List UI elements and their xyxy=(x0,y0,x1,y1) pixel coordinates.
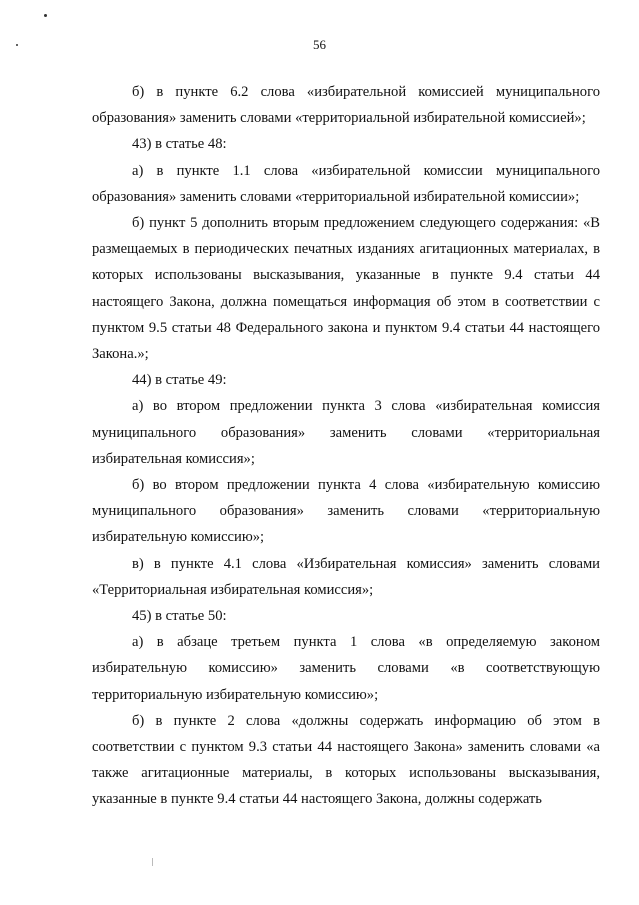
page-number: 56 xyxy=(313,37,326,52)
paragraph: б) в пункте 2 слова «должны содержать информацию об этом в соответствии с пунктом 9.3 статьи 44 настоящего Закона» заменить словами «а также агитационные материалы, в которых использованы высказывания, указанные в пункте 9.4 статьи 44 настоящего Закона, должны содержать xyxy=(92,712,600,808)
paragraph: б) в пункте 6.2 слова «избирательной комиссией муниципального образования» заменить словами «территориальной избирательной комиссией»; xyxy=(92,84,600,127)
scan-speck xyxy=(152,858,153,866)
paragraph: а) в абзаце третьем пункта 1 слова «в определяемую законом избирательную комиссию» заменить словами «в соответствующую территориальную избирательную комиссию»; xyxy=(92,634,600,703)
paragraph: б) пункт 5 дополнить вторым предложением следующего содержания: «В размещаемых в периодических печатных изданиях агитационных материалах, в которых использованы высказывания, указанные в пункте 9.4 статьи 44 настоящего Закона, должна помещаться информация об этом в соответствии с пунктом 9.5 статьи 48 Федерального закона и пунктом 9.4 статьи 44 настоящего Закона.»; xyxy=(92,215,600,363)
scan-speck xyxy=(44,14,47,17)
paragraph: а) во втором предложении пункта 3 слова «избирательная комиссия муниципального образования» заменить словами «территориальная избирательная комиссия»; xyxy=(92,398,600,467)
paragraph: б) во втором предложении пункта 4 слова «избирательную комиссию муниципального образования» заменить словами «территориальную избирательную комиссию»; xyxy=(92,477,600,546)
document-body xyxy=(92,79,600,813)
paragraph: в) в пункте 4.1 слова «Избирательная комиссия» заменить словами «Территориальная избирательная комиссия»; xyxy=(92,555,600,598)
paragraph: 43) в статье 48: xyxy=(132,136,227,153)
paragraph: 45) в статье 50: xyxy=(132,608,227,625)
paragraph: а) в пункте 1.1 слова «избирательной комиссии муниципального образования» заменить словами «территориальной избирательной комиссии»; xyxy=(92,162,600,205)
paragraph: 44) в статье 49: xyxy=(132,372,227,389)
